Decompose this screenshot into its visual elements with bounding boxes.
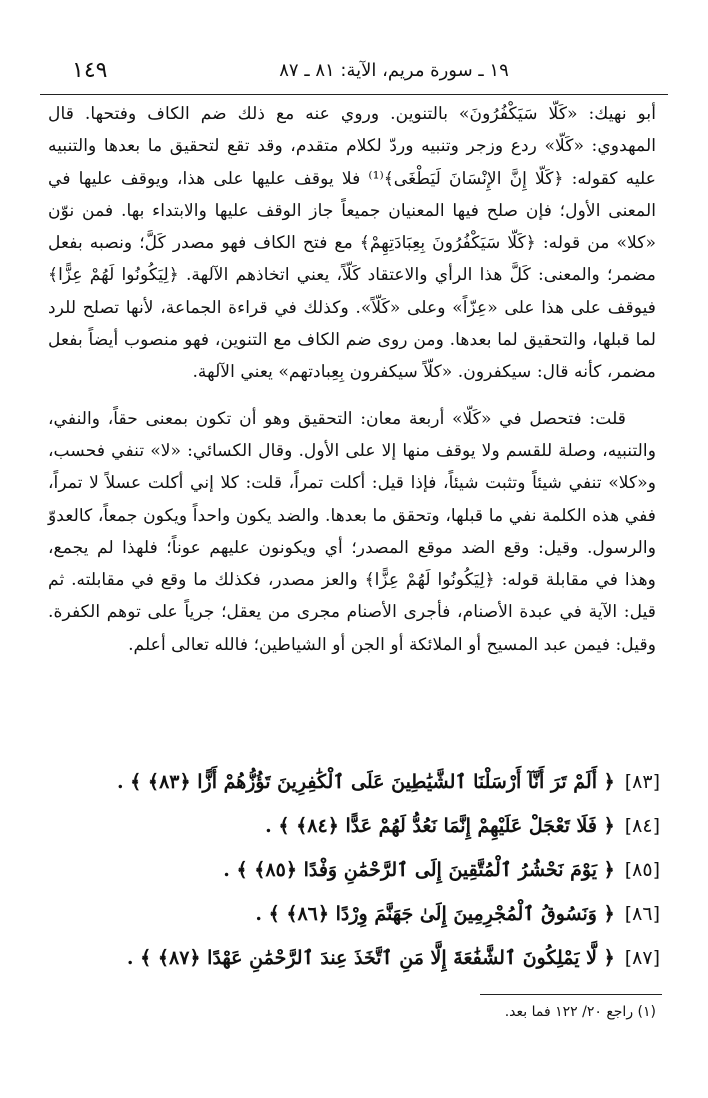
verse-text: ﴿ أَلَمْ تَرَ أَنَّآ أَرْسَلْنَا ٱلشَّيَٰطِينَ عَلَى ٱلْكَٰفِرِينَ تَؤُزُّهُمْ أَزًّا ﴿٨٣﴾ ﴾ .: [116, 771, 615, 793]
verse-list: [40, 760, 660, 980]
verse-number: [٨٥]: [624, 859, 660, 881]
verse-number: [٨٣]: [624, 771, 660, 793]
verse-line: [40, 848, 660, 892]
verse-line: [40, 936, 660, 980]
page-header: [40, 54, 668, 90]
running-title: ١٩ ـ سورة مريم، الآية: ٨١ ـ ٨٧: [279, 60, 509, 81]
verse-text: ﴿ وَنَسُوقُ ٱلْمُجْرِمِينَ إِلَىٰ جَهَنَّمَ وِرْدًا ﴿٨٦﴾ ﴾ .: [255, 903, 615, 925]
verse-text: ﴿ لَّا يَمْلِكُونَ ٱلشَّفَٰعَةَ إِلَّا مَنِ ٱتَّخَذَ عِندَ ٱلرَّحْمَٰنِ عَهْدًا ﴿٨٧﴾ ﴾ .: [126, 947, 615, 969]
verse-number: [٨٤]: [624, 815, 660, 837]
verse-number: [٨٦]: [624, 903, 660, 925]
verse-line: [40, 760, 660, 804]
header-divider: [40, 94, 668, 95]
verse-line: [40, 804, 660, 848]
verse-number: [٨٧]: [624, 947, 660, 969]
verse-text: ﴿ يَوْمَ نَحْشُرُ ٱلْمُتَّقِينَ إِلَى ٱلرَّحْمَٰنِ وَفْدًا ﴿٨٥﴾ ﴾ .: [223, 859, 615, 881]
footnote: (١) راجع ٢٠/ ١٢٢ فما بعد.: [504, 1004, 656, 1020]
paragraph-author-note: قلت: فتحصل في «كَلّا» أربعة معان: التحقيق وهو أن تكون بمعنى حقاً، والنفي، والتنبيه، وصلة للقسم ولا يوقف منها إلا على الأول. وقال الكسائي: «لا» تنفي فحسب، و«كلا» تنفي شيئاً وتثبت شيئاً، فإذا قيل: أكلت تمراً، قلت: كلا إني أكلت عسلاً لا تمراً، ففي هذه الكلمة نفي ما قبلها، وتحقق ما بعدها. والضد يكون واحداً ويكون جمعاً، كالعدوّ والرسول. وقيل: وقع الضد موقع المصدر؛ أي ويكونون عليهم عوناً؛ فلهذا لم يجمع، وهذا في مقابلة قوله: ﴿لِيَكُونُوا لَهُمْ عِزًّا﴾ والعز مصدر، فكذلك ما وقع في مقابلته. ثم قيل: الآية في عبدة الأصنام، فأجرى الأصنام مجرى من يعقل؛ جرياً على توهم الكفرة. وقيل: فيمن عبد المسيح أو الملائكة أو الجن أو الشياطين؛ فالله تعالى أعلم.: [48, 408, 656, 655]
verse-text: ﴿ فَلَا تَعْجَلْ عَلَيْهِمْ إِنَّمَا نَعُدُّ لَهُمْ عَدًّا ﴿٨٤﴾ ﴾ .: [265, 815, 615, 837]
main-text: [48, 98, 656, 661]
page-number: ١٤٩: [72, 58, 108, 83]
verse-line: [40, 892, 660, 936]
footnote-divider: [480, 994, 662, 995]
paragraph-commentary: أبو نهيك: «كَلّا سَيَكْفُرُونَ» بالتنوين. وروي عنه مع ذلك ضم الكاف وفتحها. قال المهدوي: «كَلّا» ردع وزجر وتنبيه وردّ لكلام متقدم، وقد تقع لتحقيق ما بعدها والتنبيه عليه كقوله: ﴿كَلّا إِنَّ الإِنْسَانَ لَيَطْغَى﴾⁽¹⁾ فلا يوقف عليها على هذا، ويوقف عليها في المعنى الأول؛ فإن صلح فيها المعنيان جميعاً جاز الوقف عليها والابتداء بها. فمن نوّن «كلا» من قوله: ﴿كَلّا سَيَكْفُرُونَ بِعِبَادَتِهِمْ﴾ مع فتح الكاف فهو مصدر كَلَّ؛ ونصبه بفعل مضمر؛ والمعنى: كَلَّ هذا الرأي والاعتقاد كَلّاً، يعني اتخاذهم الآلهة. ﴿لِيَكُونُوا لَهُمْ عِزًّا﴾ فيوقف على هذا على «عِزّاً» وعلى «كَلّاً». وكذلك في قراءة الجماعة، لأنها تصلح للرد لما قبلها، والتحقيق لما بعدها. ومن روى ضم الكاف مع التنوين، فهو منصوب أيضاً بفعل مضمر، كأنه قال: سيكفرون. «كلّاً سيكفرون بِعِبادتهم» يعني الآلهة.: [48, 104, 656, 383]
